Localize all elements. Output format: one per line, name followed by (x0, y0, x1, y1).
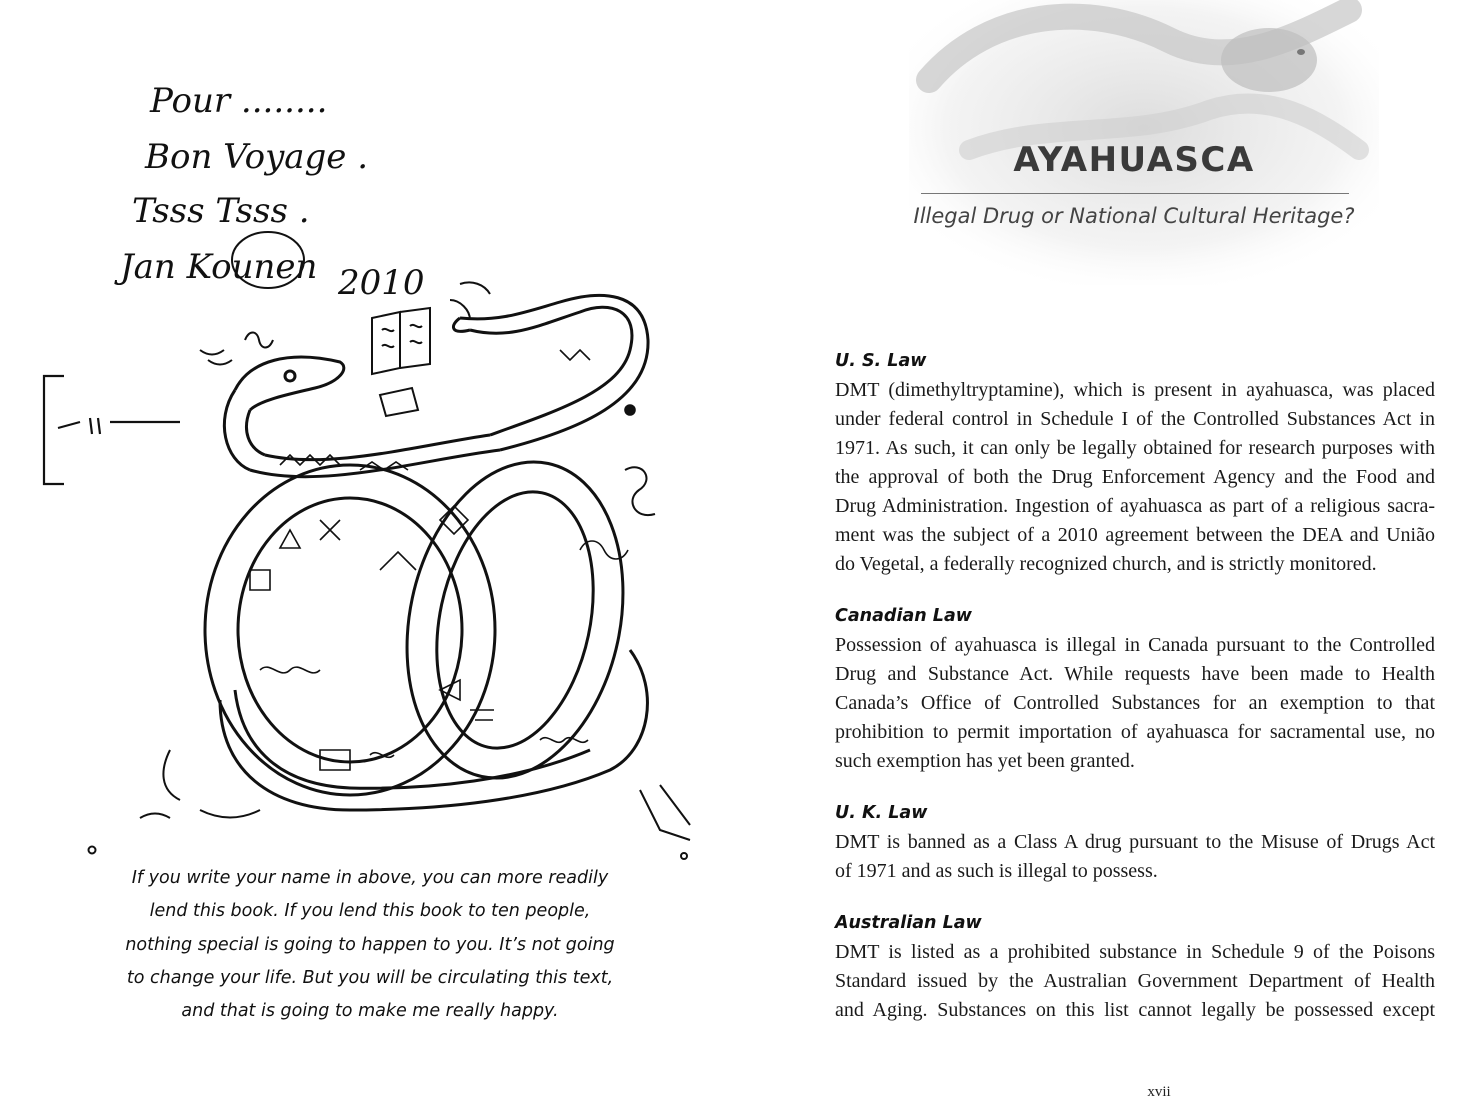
text-line: such exemption has yet been granted. (835, 750, 1135, 772)
text-line: Standard issued by the Australian Government Department of Health (835, 970, 1435, 992)
right-page (739, 0, 1478, 1115)
text-line: prohibition to permit importation of ayahuasca for sacramental use, no (835, 721, 1435, 743)
caption-line: If you write your name in above, you can more readily (131, 868, 609, 888)
snake-body (205, 295, 651, 810)
chapter-subtitle: Illegal Drug or National Cultural Heritage? (913, 204, 1355, 228)
signature-year: 2010 (338, 263, 425, 303)
handwriting-line-2: Bon Voyage . (145, 137, 369, 177)
text-line: ment was the subject of a 2010 agreement between the DEA and União (835, 524, 1435, 546)
caption-line: to change your life. But you will be circulating this text, (126, 967, 614, 988)
text-line: Drug and Substance Act. While requests have been made to Health (835, 663, 1435, 685)
text-line: DMT (dimethyltryptamine), which is present in ayahuasca, was placed (835, 379, 1435, 401)
chapter-body (835, 346, 1435, 1047)
text-line: Possession of ayahuasca is illegal in Canada pursuant to the Controlled (835, 634, 1435, 656)
section-text (835, 631, 1435, 776)
text-line: the approval of both the Drug Enforcement Agency and the Food and (835, 466, 1435, 488)
text-line: do Vegetal, a federally recognized church, and is strictly monitored. (835, 553, 1377, 575)
bracket-mark (44, 376, 180, 484)
section-heading: U. K. Law (835, 803, 928, 823)
caption-line: nothing special is going to happen to you. It’s not going (125, 934, 615, 955)
title-rule (921, 193, 1349, 194)
handwriting-line-1: Pour ........ (150, 81, 328, 121)
section-text (835, 938, 1435, 1025)
text-line: 1971. As such, it can only be legally obtained for research purposes with (835, 437, 1435, 459)
caption-line: and that is going to make me really happy. (181, 1001, 559, 1022)
section-australian-law (835, 908, 1435, 1025)
section-heading: Australian Law (835, 913, 982, 933)
section-canadian-law (835, 601, 1435, 776)
chapter-title: AYAHUASCA (1013, 140, 1255, 180)
section-uk-law (835, 798, 1435, 886)
section-us-law (835, 346, 1435, 579)
text-line: DMT is banned as a Class A drug pursuant to the Misuse of Drugs Act (835, 831, 1435, 853)
text-line: Drug Administration. Ingestion of ayahuasca as part of a religious sacra- (835, 495, 1435, 517)
caption-line: lend this book. If you lend this book to ten people, (149, 901, 591, 922)
section-heading: U. S. Law (835, 351, 927, 371)
text-line: of 1971 and as such is illegal to possess. (835, 860, 1158, 882)
motion-marks (89, 282, 691, 859)
book-sketch (372, 308, 430, 416)
handwritten-note (114, 81, 425, 303)
text-line: DMT is listed as a prohibited substance in Schedule 9 of the Poisons (835, 941, 1435, 963)
page-number: xvii (1147, 1084, 1171, 1100)
caption (120, 862, 620, 1028)
snake-drawing (20, 50, 740, 870)
handwriting-line-3: Tsss Tsss . (132, 191, 310, 231)
signature: Jan Kounen (120, 247, 318, 287)
section-text (835, 828, 1435, 886)
section-text (835, 376, 1435, 579)
text-line: and Aging. Substances on this list cannot legally be possessed except (835, 999, 1435, 1021)
section-heading: Canadian Law (835, 606, 972, 626)
text-line: under federal control in Schedule I of the Controlled Substances Act in (835, 408, 1435, 430)
text-line: Canada’s Office of Controlled Substances for an exemption to that (835, 692, 1435, 714)
